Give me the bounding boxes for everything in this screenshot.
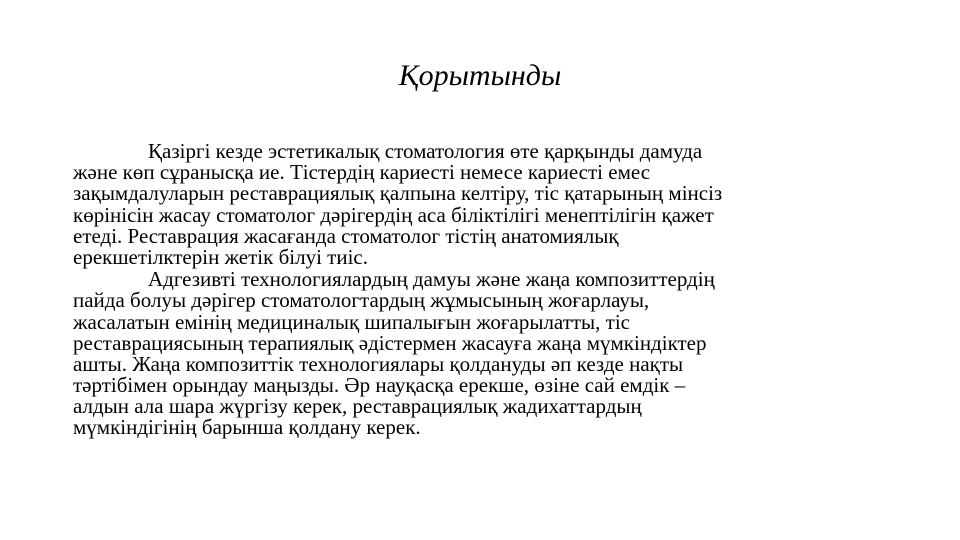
paragraph-line: Қазіргі кезде эстетикалық стоматология өте қарқынды дамуда — [148, 139, 703, 163]
paragraph-line: және көп сұранысқа ие. Тістердің кариесті немесе кариесті емес — [73, 160, 651, 185]
paragraph-2 — [73, 269, 888, 439]
paragraph-1 — [73, 141, 888, 268]
slide-body — [73, 141, 888, 439]
paragraph-line: Адгезивті технологиялардың дамуы және жаңа композиттердің — [148, 267, 715, 292]
paragraph-line: жасалатын емінің медициналық шипалығын жоғарылатты, тіс — [73, 309, 631, 334]
paragraph-line: алдын ала шара жүргізу керек, реставрациялық жадихаттардың — [73, 394, 642, 419]
paragraph-line: пайда болуы дәрігер стоматологтардың жұмысының жоғарлауы, — [73, 288, 650, 313]
paragraph-line: мүмкіндігінің барынша қолдану керек. — [73, 415, 421, 440]
paragraph-line: реставрациясының терапиялық әдістермен жасауға жаңа мүмкіндіктер — [73, 330, 707, 355]
paragraph-line: тәртібімен орындау маңызды. Әр науқасқа ерекше, өзіне сай емдік – — [73, 373, 686, 398]
paragraph-line: ашты. Жаңа композиттік технологиялары қолдануды әп кезде нақты — [73, 351, 684, 376]
paragraph-line: етеді. Реставрация жасағанда стоматолог тістің анатомиялық — [73, 223, 619, 248]
paragraph-line: зақымдалуларын реставрациялық қалпына келтіру, тіс қатарының мінсіз — [73, 181, 723, 206]
paragraph-line: ерекшетілктерін жетік білуі тиіс. — [73, 244, 368, 269]
paragraph-line: көрінісін жасау стоматолог дәрігердің аса біліктілігі менептілігін қажет — [73, 202, 714, 227]
slide-title: Қорытынды — [398, 59, 562, 92]
